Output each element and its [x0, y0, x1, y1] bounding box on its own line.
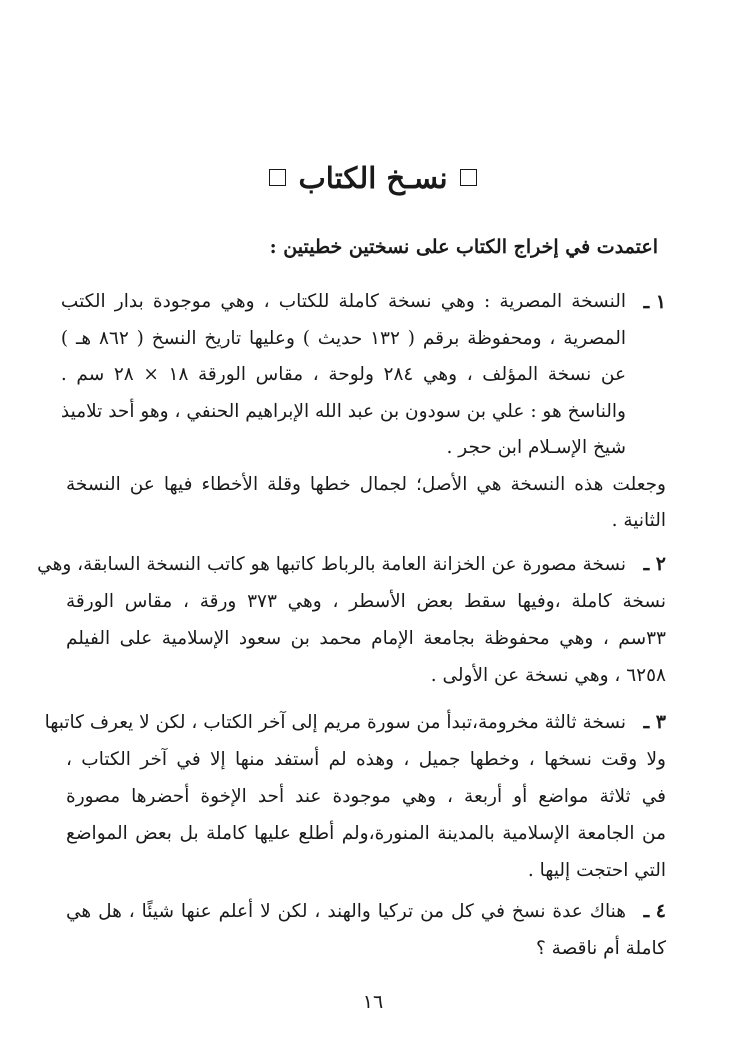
page-number: ١٦: [362, 991, 384, 1013]
text-line: النسخة المصرية : وهي نسخة كاملة للكتاب ، وهي موجودة بدار الكتب: [60, 291, 626, 312]
item-number: ٢ ـ: [643, 553, 666, 575]
item-continuation: [66, 583, 666, 694]
list-item: [60, 284, 666, 540]
text-line: ولا وقت نسخها ، وخطها جميل ، وهذه لم أستفد منها إلا في آخر الكتاب ،: [66, 749, 666, 770]
item-continuation: [66, 930, 666, 967]
text-line: نسخة ثالثة مخرومة،تبدأ من سورة مريم إلى آخر الكتاب ، لكن لا يعرف كاتبها: [44, 712, 626, 733]
item-text: [37, 546, 626, 583]
text-line: شيخ الإسـلام ابن حجر .: [446, 437, 626, 458]
text-line: هناك عدة نسخ في كل من تركيا والهند ، لكن لا أعلم عنها شيئًا ، هل هي: [66, 901, 626, 922]
text-line: والناسخ هو : علي بن سودون بن عبد الله الإبراهيم الحنفي ، وهو أحد تلاميذ: [60, 400, 626, 422]
square-ornament-icon: [269, 169, 286, 186]
text-line: التي احتجت إليها .: [527, 860, 666, 881]
item-text: [61, 284, 626, 467]
text-line: ٦٢٥٨ ، وهي نسخة عن الأولى .: [430, 665, 666, 686]
list-item: [37, 546, 667, 694]
list-item: [66, 893, 666, 967]
text-line: المصرية ، ومحفوظة برقم ( ١٣٢ حديث ) وعليها تاريخ النسخ ( ٨٦٢ هـ ): [60, 327, 626, 349]
item-continuation: [66, 467, 666, 540]
item-text: [45, 704, 626, 741]
text-line: عن نسخة المؤلف ، وهي ٢٨٤ ولوحة ، مقاس الورقة ١٨ × ٢٨ سم .: [60, 364, 627, 385]
text-line: نسخة كاملة ،وفيها سقط بعض الأسطر ، وهي ٣٧٣ ورقة ، مقاس الورقة: [66, 591, 667, 612]
item-number: ١ ـ: [643, 291, 666, 313]
item-continuation: [66, 741, 666, 889]
item-number: ٤ ـ: [643, 900, 666, 922]
text-line: نسخة مصورة عن الخزانة العامة بالرباط كاتبها هو كاتب النسخة السابقة، وهي: [37, 554, 626, 575]
intro-heading: اعتمدت في إخراج الكتاب على نسختين خطيتين :: [269, 236, 658, 258]
text-line: ٣٣سم ، وهي محفوظة بجامعة الإمام محمد بن سعود الإسلامية على الفيلم: [66, 628, 666, 649]
page-title-text: نسـخ الكتاب: [298, 161, 448, 195]
text-line: من الجامعة الإسلامية بالمدينة المنورة،ولم أطلع عليها كاملة بل بعض المواضع: [66, 823, 666, 844]
item-text: [66, 893, 626, 930]
square-ornament-icon: [460, 169, 477, 186]
list-item: [44, 704, 666, 889]
text-line: كاملة أم ناقصة ؟: [535, 938, 666, 959]
text-line: في ثلاثة مواضع أو أربعة ، وهي موجودة عند أحد الإخوة أحضرها مصورة: [66, 786, 666, 807]
page-title: [0, 158, 746, 198]
text-line: وجعلت هذه النسخة هي الأصل؛ لجمال خطها وقلة الأخطاء فيها عن النسخة: [66, 473, 666, 495]
text-line: الثانية .: [611, 510, 666, 531]
item-number: ٣ ـ: [643, 711, 666, 733]
